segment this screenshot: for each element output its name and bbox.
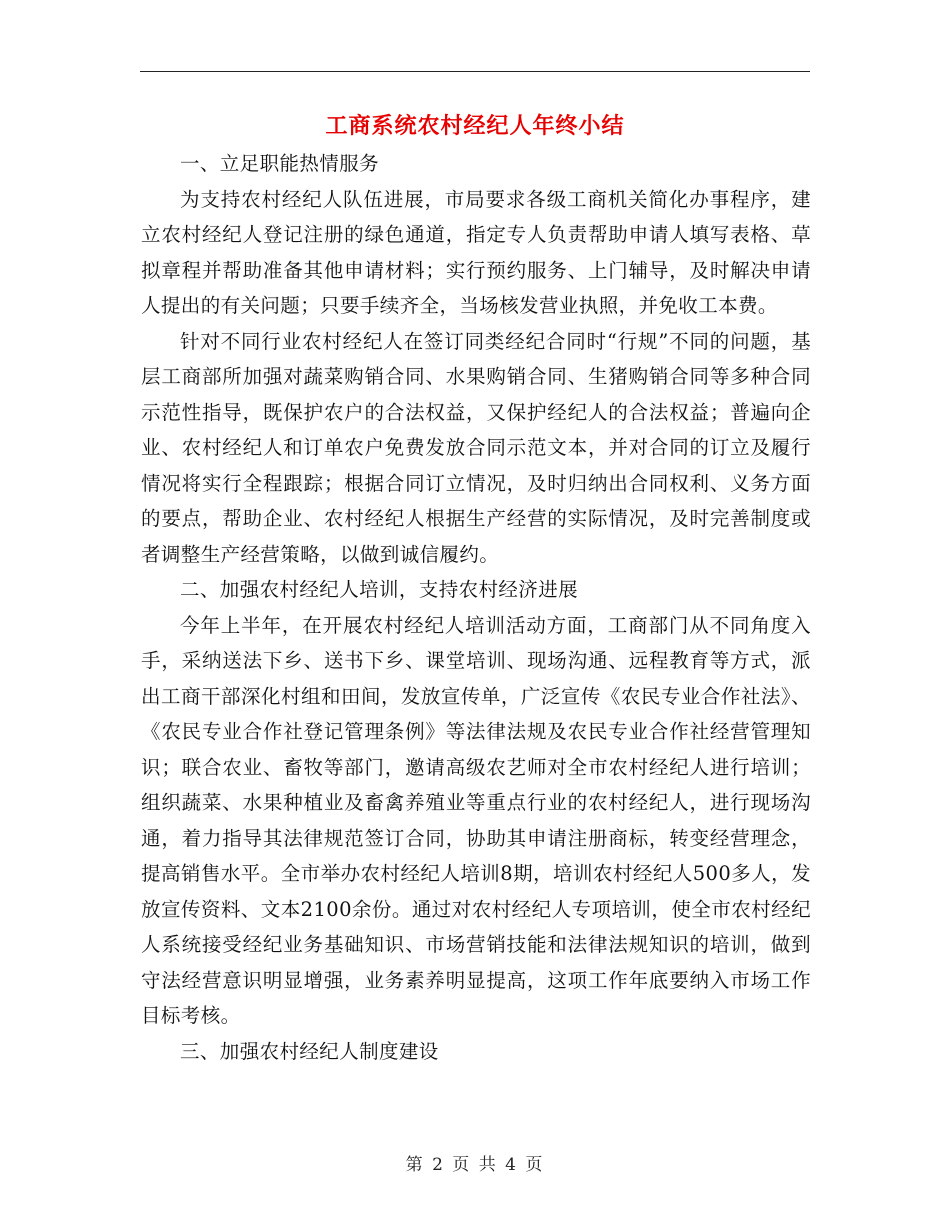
header-rule — [140, 71, 810, 72]
body-paragraph: 今年上半年，在开展农村经纪人培训活动方面，工商部门从不同角度入手，采纳送法下乡、送书下乡、课堂培训、现场沟通、远程教育等方式，派出工商干部深化村组和田间，发放宣传单，广泛宣传《农民专业合作社法》、《农民专业合作社登记管理条例》等法律法规及农民专业合作社经营管理知识；联合农业、畜牧等部门，邀请高级农艺师对全市农村经纪人进行培训；组织蔬菜、水果种植业及畜禽养殖业等重点行业的农村经纪人，进行现场沟通，着力指导其法律规范签订合同，协助其申请注册商标，转变经营理念，提高销售水平。全市举办农村经纪人培训8期，培训农村经纪人500多人，发放宣传资料、文本2100余份。通过对农村经纪人专项培训，使全市农村经纪人系统接受经纪业务基础知识、市场营销技能和法律法规知识的培训，做到守法经营意识明显增强，业务素养明显提高，这项工作年底要纳入市场工作目标考核。 — [141, 613, 811, 1027]
body-paragraph: 针对不同行业农村经纪人在签订同类经纪合同时“行规”不同的问题，基层工商部所加强对蔬菜购销合同、水果购销合同、生猪购销合同等多种合同示范性指导，既保护农户的合法权益，又保护经纪人的合法权益；普遍向企业、农村经纪人和订单农户免费发放合同示范文本，并对合同的订立及履行情况将实行全程跟踪；根据合同订立情况，及时归纳出合同权利、义务方面的要点，帮助企业、农村经纪人根据生产经营的实际情况，及时完善制度或者调整生产经营策略，以做到诚信履约。 — [141, 329, 811, 566]
document-body — [141, 146, 811, 1069]
section-heading-1: 一、立足职能热情服务 — [180, 152, 380, 175]
section-heading-3: 三、加强农村经纪人制度建设 — [180, 1039, 439, 1063]
document-title: 工商系统农村经纪人年终小结 — [325, 113, 625, 139]
page-number-footer: 第 2 页 共 4 页 — [405, 1155, 545, 1175]
section-heading-2: 二、加强农村经纪人培训，支持农村经济进展 — [180, 578, 579, 601]
body-paragraph: 为支持农村经纪人队伍进展，市局要求各级工商机关简化办事程序，建立农村经纪人登记注册的绿色通道，指定专人负责帮助申请人填写表格、草拟章程并帮助准备其他申请材料；实行预约服务、上门辅导，及时解决申请人提出的有关问题；只要手续齐全，当场核发营业执照，并免收工本费。 — [141, 187, 811, 317]
